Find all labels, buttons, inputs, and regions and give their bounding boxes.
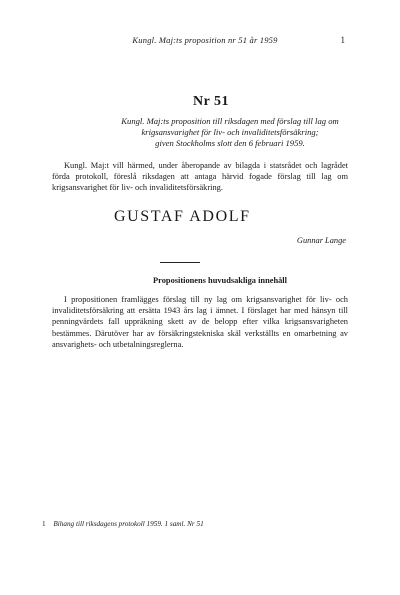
summary-paragraph	[52, 294, 348, 350]
summary-text: I propositionen framlägges förslag till ny lag om krigsansvarighet för liv- och invaliditetsförsäkring att ersätta 1943 års lag i ämnet. I förslaget har med hänsyn till penningvärdets fall uppräkning skett av de belopp efter vilka krigsansvarigheten bestämmes. Därutöver har av försäkringstekniska skäl verkställts en omarbetning av ansvarighets- och utbetalningsreglerna.	[52, 295, 348, 349]
royal-signature: GUSTAF ADOLF	[114, 208, 251, 225]
proposition-number: Nr 51	[192, 94, 230, 109]
page-number: 1	[340, 35, 345, 45]
divider	[160, 262, 200, 263]
running-head: Kungl. Maj:ts proposition nr 51 år 1959	[132, 35, 278, 45]
proposition-title	[96, 116, 364, 149]
title-line: Kungl. Maj:ts proposition till riksdagen med förslag till lag om	[121, 116, 339, 126]
title-line: given Stockholms slott den 6 februari 1959.	[155, 138, 305, 148]
intro-paragraph	[52, 160, 348, 194]
title-line: krigsansvarighet för liv- och invaliditetsförsäkring;	[141, 127, 319, 137]
footnote	[42, 520, 204, 528]
countersignature: Gunnar Lange	[296, 236, 346, 245]
footnote-text: Bihang till riksdagens protokoll 1959. 1 saml. Nr 51	[53, 520, 204, 528]
intro-text: Kungl. Maj:t vill härmed, under åberopande av bilagda i statsrådet och lagrådet förda protokoll, föreslå riksdagen att antaga härvid fogade förslag till lag om krigsansvarighet för liv- och invaliditetsförsäkring.	[52, 161, 348, 193]
footnote-marker: 1	[42, 520, 46, 528]
summary-heading: Propositionens huvudsakliga innehåll	[153, 276, 287, 285]
